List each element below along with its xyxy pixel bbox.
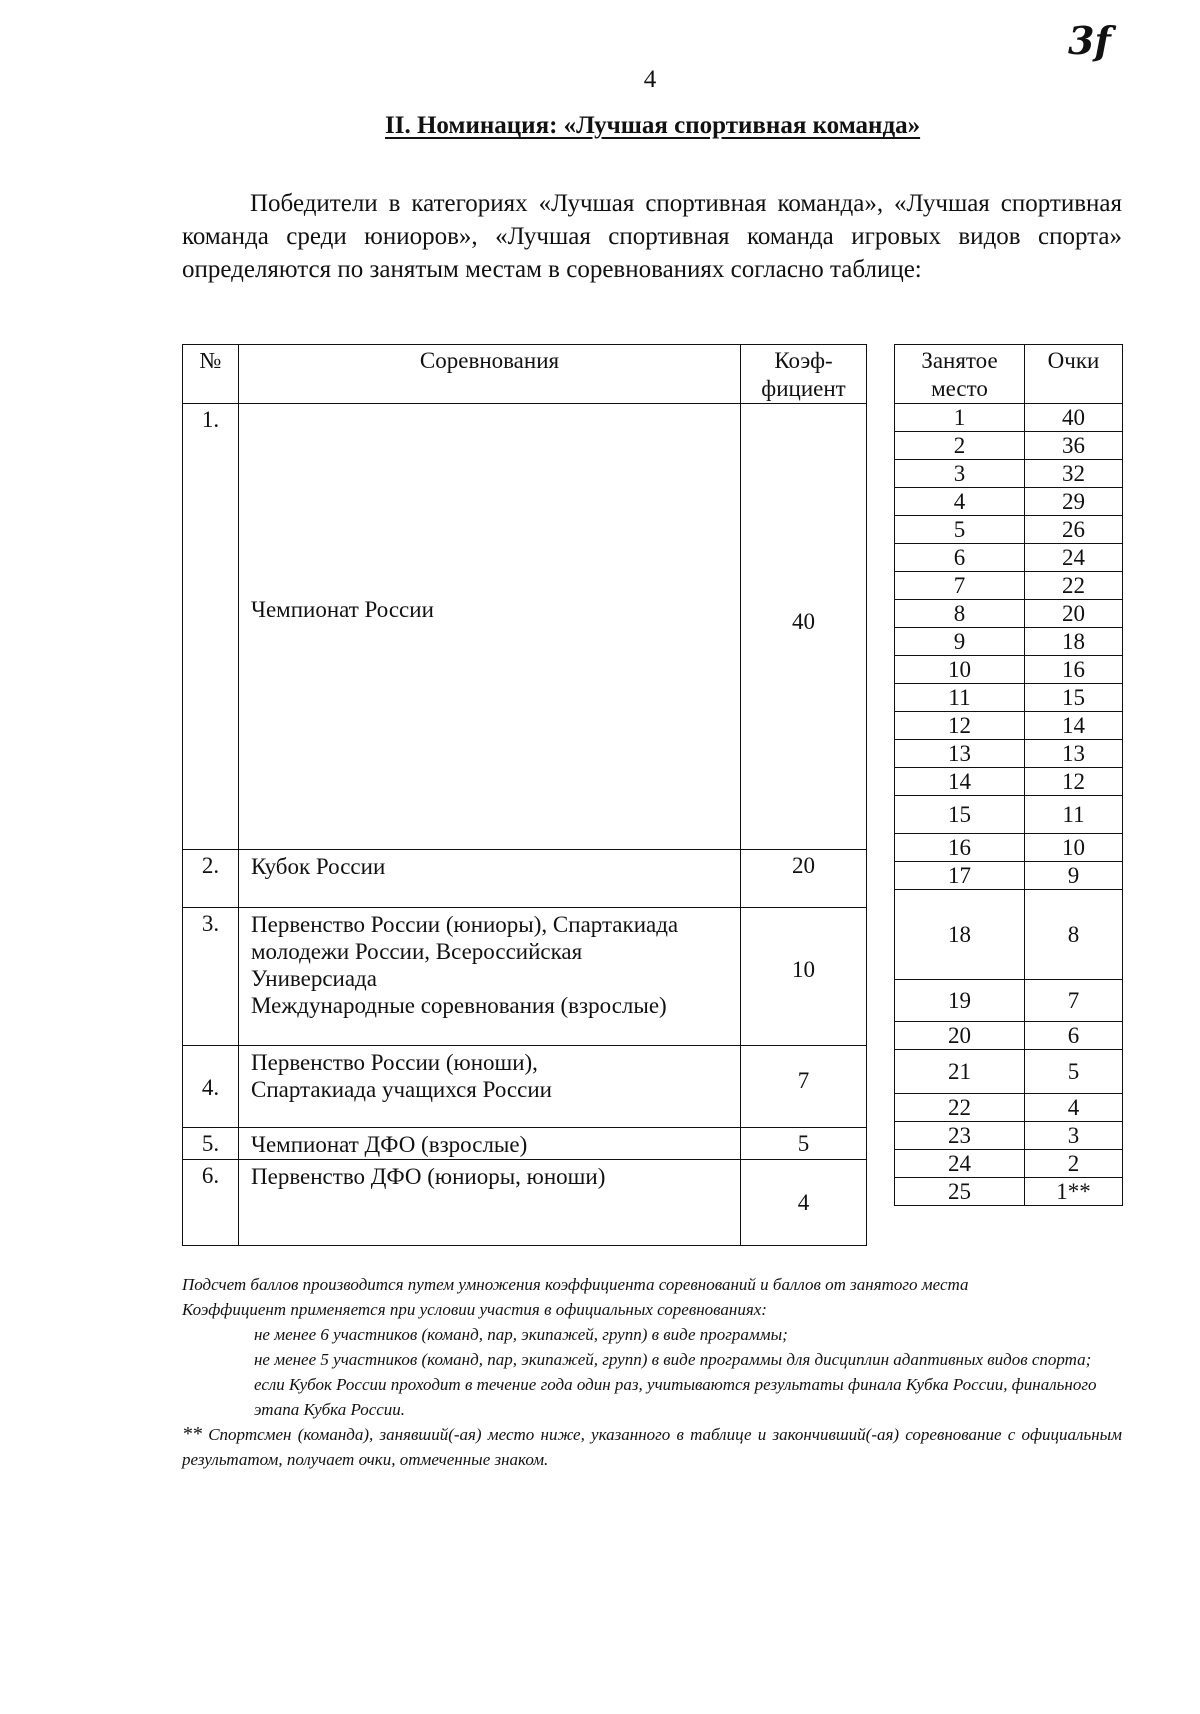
places-header-row (895, 345, 1123, 404)
place-row (895, 768, 1123, 796)
place-value: 25 (895, 1178, 1025, 1206)
competition-name-line: Международные соревнования (взрослые) (251, 993, 667, 1018)
place-row (895, 862, 1123, 890)
place-value: 15 (895, 796, 1025, 834)
place-row (895, 1178, 1123, 1206)
competition-name: Чемпионат России (239, 404, 741, 850)
header-coefficient (741, 345, 867, 404)
competition-name-line: молодежи России, Всероссийская (251, 939, 583, 964)
table-row (183, 908, 867, 1046)
table-row (183, 850, 867, 908)
handwritten-page-number: 3f (1068, 18, 1111, 63)
row-number: 5. (183, 1128, 239, 1160)
place-row (895, 890, 1123, 980)
competition-name-line: Универсиада (251, 966, 377, 991)
header-coefficient-line2: фициент (761, 376, 846, 401)
competition-name (239, 1046, 741, 1128)
place-value: 1 (895, 404, 1025, 432)
note-condition: не менее 6 участников (команд, пар, экипажей, групп) в виде программы; (254, 1325, 788, 1344)
table-row (183, 1046, 867, 1128)
points-value: 3 (1025, 1122, 1123, 1150)
place-row (895, 600, 1123, 628)
place-value: 21 (895, 1050, 1025, 1094)
place-row (895, 404, 1123, 432)
points-value: 5 (1025, 1050, 1123, 1094)
place-row (895, 572, 1123, 600)
places-body (895, 404, 1123, 1206)
points-value: 26 (1025, 516, 1123, 544)
footnote (182, 1422, 1122, 1472)
points-value: 11 (1025, 796, 1123, 834)
competition-name: Чемпионат ДФО (взрослые) (239, 1128, 741, 1160)
points-value: 22 (1025, 572, 1123, 600)
note-line: Подсчет баллов производится путем умножения коэффициента соревнований и баллов от занятого места (182, 1275, 969, 1294)
place-value: 16 (895, 834, 1025, 862)
place-row (895, 834, 1123, 862)
place-value: 18 (895, 890, 1025, 980)
place-row (895, 516, 1123, 544)
place-row (895, 656, 1123, 684)
page-number: 4 (643, 66, 657, 93)
table-row (183, 1128, 867, 1160)
place-row (895, 684, 1123, 712)
header-coefficient-line1: Коэф- (774, 348, 833, 373)
points-value: 2 (1025, 1150, 1123, 1178)
place-row (895, 796, 1123, 834)
points-value: 32 (1025, 460, 1123, 488)
place-value: 12 (895, 712, 1025, 740)
footnote-text: Спортсмен (команда), занявший(-ая) место ниже, указанного в таблице и закончивший(-ая) соревнование с официальным результатом, получает очки, отмеченные знаком. (182, 1425, 1122, 1469)
note-condition: не менее 5 участников (команд, пар, экипажей, групп) в виде программы для дисциплин адаптивных видов спорта; (254, 1350, 1092, 1369)
row-number: 2. (183, 850, 239, 908)
points-value: 13 (1025, 740, 1123, 768)
place-value: 20 (895, 1022, 1025, 1050)
place-row (895, 712, 1123, 740)
coefficient-value: 5 (741, 1128, 867, 1160)
points-value: 1** (1025, 1178, 1123, 1206)
coefficient-value: 7 (741, 1046, 867, 1128)
place-value: 10 (895, 656, 1025, 684)
notes-block (182, 1272, 1122, 1472)
place-value: 24 (895, 1150, 1025, 1178)
coefficient-value: 40 (741, 404, 867, 850)
place-value: 19 (895, 980, 1025, 1022)
competitions-header-row (183, 345, 867, 404)
place-value: 9 (895, 628, 1025, 656)
section-heading: II. Номинация: «Лучшая спортивная команда» (385, 112, 921, 139)
points-value: 10 (1025, 834, 1123, 862)
row-number: 6. (183, 1160, 239, 1246)
place-value: 5 (895, 516, 1025, 544)
place-value: 17 (895, 862, 1025, 890)
competition-name: Первенство ДФО (юниоры, юноши) (239, 1160, 741, 1246)
points-value: 4 (1025, 1094, 1123, 1122)
places-points-table (894, 344, 1123, 1206)
points-value: 40 (1025, 404, 1123, 432)
place-value: 3 (895, 460, 1025, 488)
place-row (895, 488, 1123, 516)
place-value: 7 (895, 572, 1025, 600)
row-number: 1. (183, 404, 239, 850)
competition-name (239, 908, 741, 1046)
coefficient-value: 20 (741, 850, 867, 908)
place-row (895, 1094, 1123, 1122)
points-value: 7 (1025, 980, 1123, 1022)
header-number: № (183, 345, 239, 404)
place-value: 14 (895, 768, 1025, 796)
place-row (895, 1122, 1123, 1150)
place-value: 22 (895, 1094, 1025, 1122)
points-value: 36 (1025, 432, 1123, 460)
place-value: 13 (895, 740, 1025, 768)
points-value: 6 (1025, 1022, 1123, 1050)
points-value: 14 (1025, 712, 1123, 740)
note-condition: если Кубок России проходит в течение года один раз, учитываются результаты финала Кубка России, финального этапа Кубка России. (254, 1375, 1097, 1419)
place-value: 11 (895, 684, 1025, 712)
note-line: Коэффициент применяется при условии участия в официальных соревнованиях: (182, 1300, 767, 1319)
header-place-line2: место (931, 376, 988, 401)
points-value: 9 (1025, 862, 1123, 890)
competition-name-line: Первенство России (юниоры), Спартакиада (251, 912, 679, 937)
coefficient-value: 10 (741, 908, 867, 1046)
intro-paragraph: Победители в категориях «Лучшая спортивная команда», «Лучшая спортивная команда среди юниоров», «Лучшая спортивная команда игровых видов спорта» определяются по занятым местам в соревнованиях согласно таблице: (182, 190, 1122, 283)
points-value: 16 (1025, 656, 1123, 684)
points-value: 24 (1025, 544, 1123, 572)
place-row (895, 1022, 1123, 1050)
points-value: 20 (1025, 600, 1123, 628)
competition-name: Кубок России (239, 850, 741, 908)
row-number: 4. (183, 1046, 239, 1128)
place-row (895, 628, 1123, 656)
footnote-mark: ** (182, 1423, 202, 1445)
header-place-line1: Занятое (921, 348, 998, 373)
points-value: 8 (1025, 890, 1123, 980)
place-value: 2 (895, 432, 1025, 460)
place-value: 23 (895, 1122, 1025, 1150)
row-number: 3. (183, 908, 239, 1046)
place-value: 8 (895, 600, 1025, 628)
place-row (895, 432, 1123, 460)
table-row (183, 1160, 867, 1246)
place-row (895, 1050, 1123, 1094)
place-row (895, 460, 1123, 488)
header-points: Очки (1025, 345, 1123, 404)
coefficient-value: 4 (741, 1160, 867, 1246)
competitions-table (182, 344, 867, 1246)
place-value: 6 (895, 544, 1025, 572)
competition-name-line: Спартакиада учащихся России (251, 1077, 552, 1102)
points-value: 18 (1025, 628, 1123, 656)
place-row (895, 544, 1123, 572)
points-value: 15 (1025, 684, 1123, 712)
place-row (895, 980, 1123, 1022)
table-row (183, 404, 867, 850)
header-place (895, 345, 1025, 404)
place-value: 4 (895, 488, 1025, 516)
header-competitions: Соревнования (239, 345, 741, 404)
place-row (895, 740, 1123, 768)
place-row (895, 1150, 1123, 1178)
points-value: 12 (1025, 768, 1123, 796)
competition-name-line: Первенство России (юноши), (251, 1050, 538, 1075)
points-value: 29 (1025, 488, 1123, 516)
